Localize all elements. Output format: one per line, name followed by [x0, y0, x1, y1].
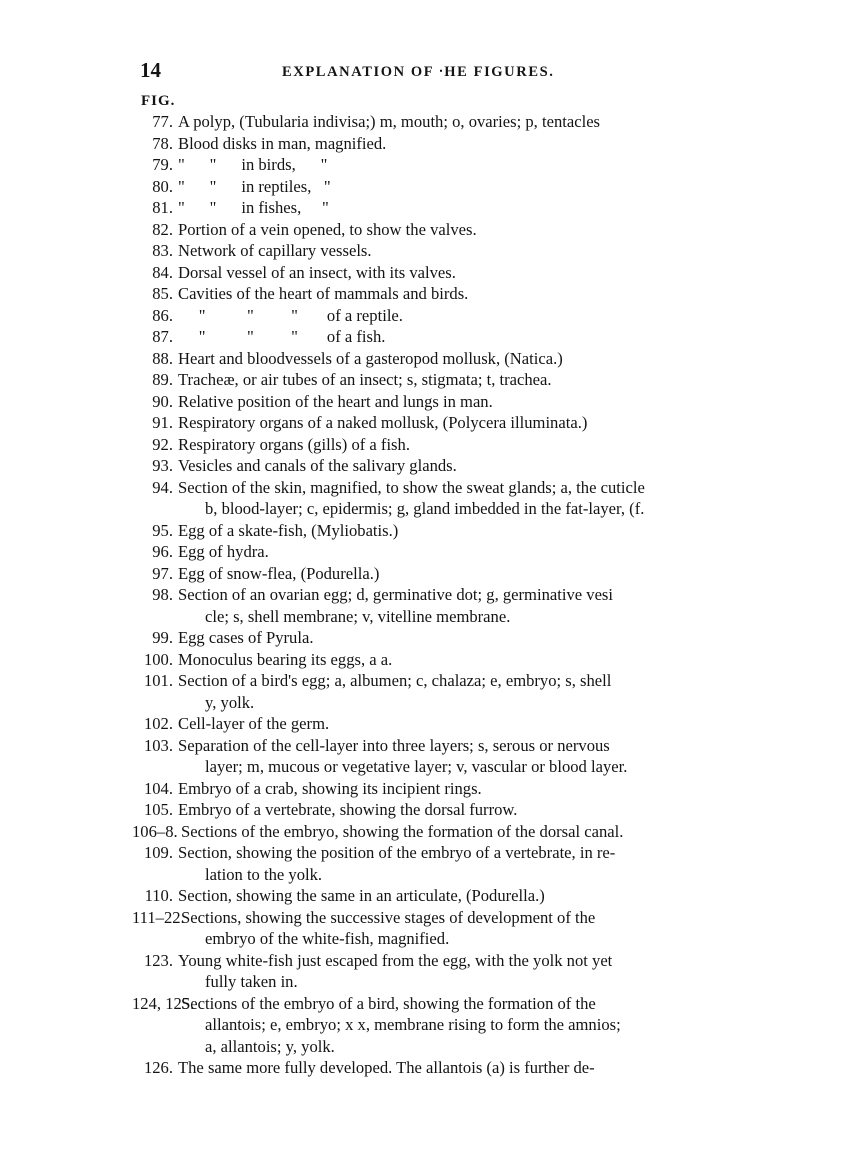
- figure-number: 103.: [143, 735, 173, 755]
- figure-number: 93.: [152, 456, 173, 475]
- figure-caption: Sections of the embryo, showing the formation of the dorsal canal.: [181, 821, 624, 841]
- figure-number: 77.: [152, 112, 173, 131]
- figure-caption: Respiratory organs (gills) of a fish.: [178, 434, 410, 454]
- figure-caption: Embryo of a vertebrate, showing the dorsal furrow.: [178, 800, 518, 819]
- figure-entry: [0, 305, 850, 327]
- figure-caption-continuation: fully taken in.: [205, 972, 298, 991]
- figure-caption-continuation: layer; m, mucous or vegetative layer; v, vascular or blood layer.: [205, 757, 628, 776]
- figure-number: 84.: [152, 262, 173, 282]
- figure-number: 110.: [144, 886, 173, 905]
- figure-caption: Young white-fish just escaped from the egg, with the yolk not yet: [178, 950, 613, 970]
- figure-entry: [0, 649, 850, 671]
- figure-number: 98.: [152, 585, 173, 604]
- figure-entry: [0, 541, 850, 563]
- page-number: 14: [140, 58, 161, 82]
- figure-entry: [0, 154, 850, 176]
- figure-caption: Sections of the embryo of a bird, showing the formation of the: [181, 993, 596, 1013]
- figure-number: 95.: [152, 520, 173, 540]
- figure-caption: A polyp, (Tubularia indivisa;) m, mouth; o, ovaries; p, tentacles: [178, 112, 601, 131]
- figure-caption: " " in birds, ": [178, 155, 328, 174]
- figure-caption: Separation of the cell-layer into three layers; s, serous or nervous: [178, 735, 610, 755]
- figure-number: 109.: [143, 843, 173, 862]
- figure-caption: Respiratory organs of a naked mollusk, (Polycera illuminata.): [178, 413, 588, 432]
- figure-caption: Section of the skin, magnified, to show the sweat glands; a, the cuticle: [178, 477, 645, 497]
- figure-caption: The same more fully developed. The allantois (a) is further de-: [178, 1058, 595, 1077]
- figure-number: 83.: [152, 241, 173, 260]
- figure-caption-continuation: a, allantois; y, yolk.: [205, 1036, 335, 1056]
- figure-caption-continuation: y, yolk.: [205, 692, 255, 712]
- figure-entry: [0, 735, 850, 778]
- figure-caption: Blood disks in man, magnified.: [178, 133, 387, 153]
- figure-number: 97.: [152, 563, 173, 583]
- figure-entry: [0, 885, 850, 907]
- figure-entry: [0, 219, 850, 241]
- figure-number: 96.: [152, 542, 173, 561]
- figure-number: 90.: [152, 391, 173, 411]
- figure-entry: [0, 283, 850, 305]
- figure-caption: Cavities of the heart of mammals and birds.: [178, 284, 469, 303]
- figure-entry: [0, 778, 850, 800]
- figure-caption: Egg of a skate-fish, (Myliobatis.): [178, 520, 399, 540]
- figure-caption: Egg cases of Pyrula.: [178, 628, 314, 647]
- figure-entry: [0, 1057, 850, 1079]
- figure-entry: [0, 369, 850, 391]
- figure-number: 94.: [152, 477, 173, 497]
- figure-number: 80.: [152, 176, 173, 196]
- figure-caption-continuation: b, blood-layer; c, epidermis; g, gland imbedded in the fat-layer, (f.: [205, 499, 645, 518]
- figure-entry: [0, 821, 850, 843]
- figure-number: 106–8.: [132, 821, 178, 841]
- figure-caption: Egg of hydra.: [178, 542, 269, 561]
- figure-entry: [0, 412, 850, 434]
- figure-caption: " " " of a fish.: [178, 327, 386, 346]
- figure-caption: " " in fishes, ": [178, 198, 329, 217]
- figure-entry: [0, 563, 850, 585]
- figure-entry: [0, 326, 850, 348]
- figure-number: 87.: [152, 327, 173, 346]
- figure-caption: Network of capillary vessels.: [178, 241, 372, 260]
- figure-caption: Portion of a vein opened, to show the valves.: [178, 219, 477, 239]
- figure-number: 101.: [143, 671, 173, 690]
- figure-caption: Section of an ovarian egg; d, germinative dot; g, germinative vesi: [178, 585, 614, 604]
- figure-caption: Relative position of the heart and lungs in man.: [178, 391, 493, 411]
- figure-entry: [0, 627, 850, 649]
- figure-caption: Dorsal vessel of an insect, with its valves.: [178, 262, 456, 282]
- figure-number: 105.: [143, 800, 173, 819]
- figure-number: 79.: [152, 155, 173, 174]
- figure-number: 99.: [152, 628, 173, 647]
- figure-entry: [0, 133, 850, 155]
- figure-number: 91.: [152, 413, 173, 432]
- figure-number: 92.: [152, 434, 173, 454]
- figure-entry: [0, 950, 850, 993]
- figure-number: 86.: [152, 305, 173, 325]
- figure-caption: Sections, showing the successive stages of development of the: [181, 907, 596, 927]
- figure-entry: [0, 799, 850, 821]
- figure-caption-continuation: allantois; e, embryo; x x, membrane rising to form the amnios;: [205, 1015, 621, 1034]
- figure-number: 111–22.: [132, 907, 185, 927]
- fig-column-label: FIG.: [141, 93, 176, 109]
- figure-entry: [0, 842, 850, 885]
- figure-caption-continuation: cle; s, shell membrane; v, vitelline membrane.: [205, 606, 511, 626]
- figure-caption: Tracheæ, or air tubes of an insect; s, stigmata; t, trachea.: [178, 370, 552, 389]
- figure-number: 82.: [152, 219, 173, 239]
- figure-entry: [0, 907, 850, 950]
- figure-entry: [0, 348, 850, 370]
- figure-number: 81.: [152, 198, 173, 217]
- figure-caption: Monoculus bearing its eggs, a a.: [178, 649, 393, 669]
- figure-entry: [0, 993, 850, 1058]
- figure-number: 100.: [143, 649, 173, 669]
- figure-number: 124, 125.: [132, 993, 195, 1013]
- figure-entry: [0, 176, 850, 198]
- figure-entry: [0, 197, 850, 219]
- figure-caption: Heart and bloodvessels of a gasteropod mollusk, (Natica.): [178, 348, 563, 368]
- figure-entry-list: [0, 111, 850, 1079]
- figure-caption: Section, showing the position of the embryo of a vertebrate, in re-: [178, 843, 616, 862]
- figure-caption: Section of a bird's egg; a, albumen; c, chalaza; e, embryo; s, shell: [178, 671, 612, 690]
- figure-number: 89.: [152, 370, 173, 389]
- figure-caption-continuation: embryo of the white-fish, magnified.: [205, 929, 450, 948]
- figure-entry: [0, 240, 850, 262]
- figure-caption: Egg of snow-flea, (Podurella.): [178, 563, 380, 583]
- figure-entry: [0, 262, 850, 284]
- figure-caption-continuation: lation to the yolk.: [205, 864, 323, 884]
- figure-number: 123.: [143, 950, 173, 970]
- figure-number: 102.: [143, 714, 173, 733]
- figure-number: 104.: [143, 778, 173, 798]
- figure-number: 78.: [152, 133, 173, 153]
- figure-number: 126.: [143, 1058, 173, 1077]
- running-head: EXPLANATION OF ᐧHE FIGURES.: [282, 64, 555, 80]
- figure-caption: Section, showing the same in an articulate, (Podurella.): [178, 886, 545, 905]
- figure-caption: Embryo of a crab, showing its incipient rings.: [178, 778, 482, 798]
- figure-entry: [0, 111, 850, 133]
- figure-entry: [0, 477, 850, 520]
- figure-entry: [0, 520, 850, 542]
- figure-entry: [0, 434, 850, 456]
- figure-caption: Cell-layer of the germ.: [178, 714, 330, 733]
- figure-entry: [0, 670, 850, 713]
- figure-entry: [0, 455, 850, 477]
- figure-entry: [0, 713, 850, 735]
- figure-entry: [0, 584, 850, 627]
- figure-caption: " " " of a reptile.: [178, 305, 403, 325]
- figure-number: 85.: [152, 284, 173, 303]
- figure-number: 88.: [152, 348, 173, 368]
- figure-caption: " " in reptiles, ": [178, 176, 331, 196]
- figure-caption: Vesicles and canals of the salivary glands.: [178, 456, 457, 475]
- figure-entry: [0, 391, 850, 413]
